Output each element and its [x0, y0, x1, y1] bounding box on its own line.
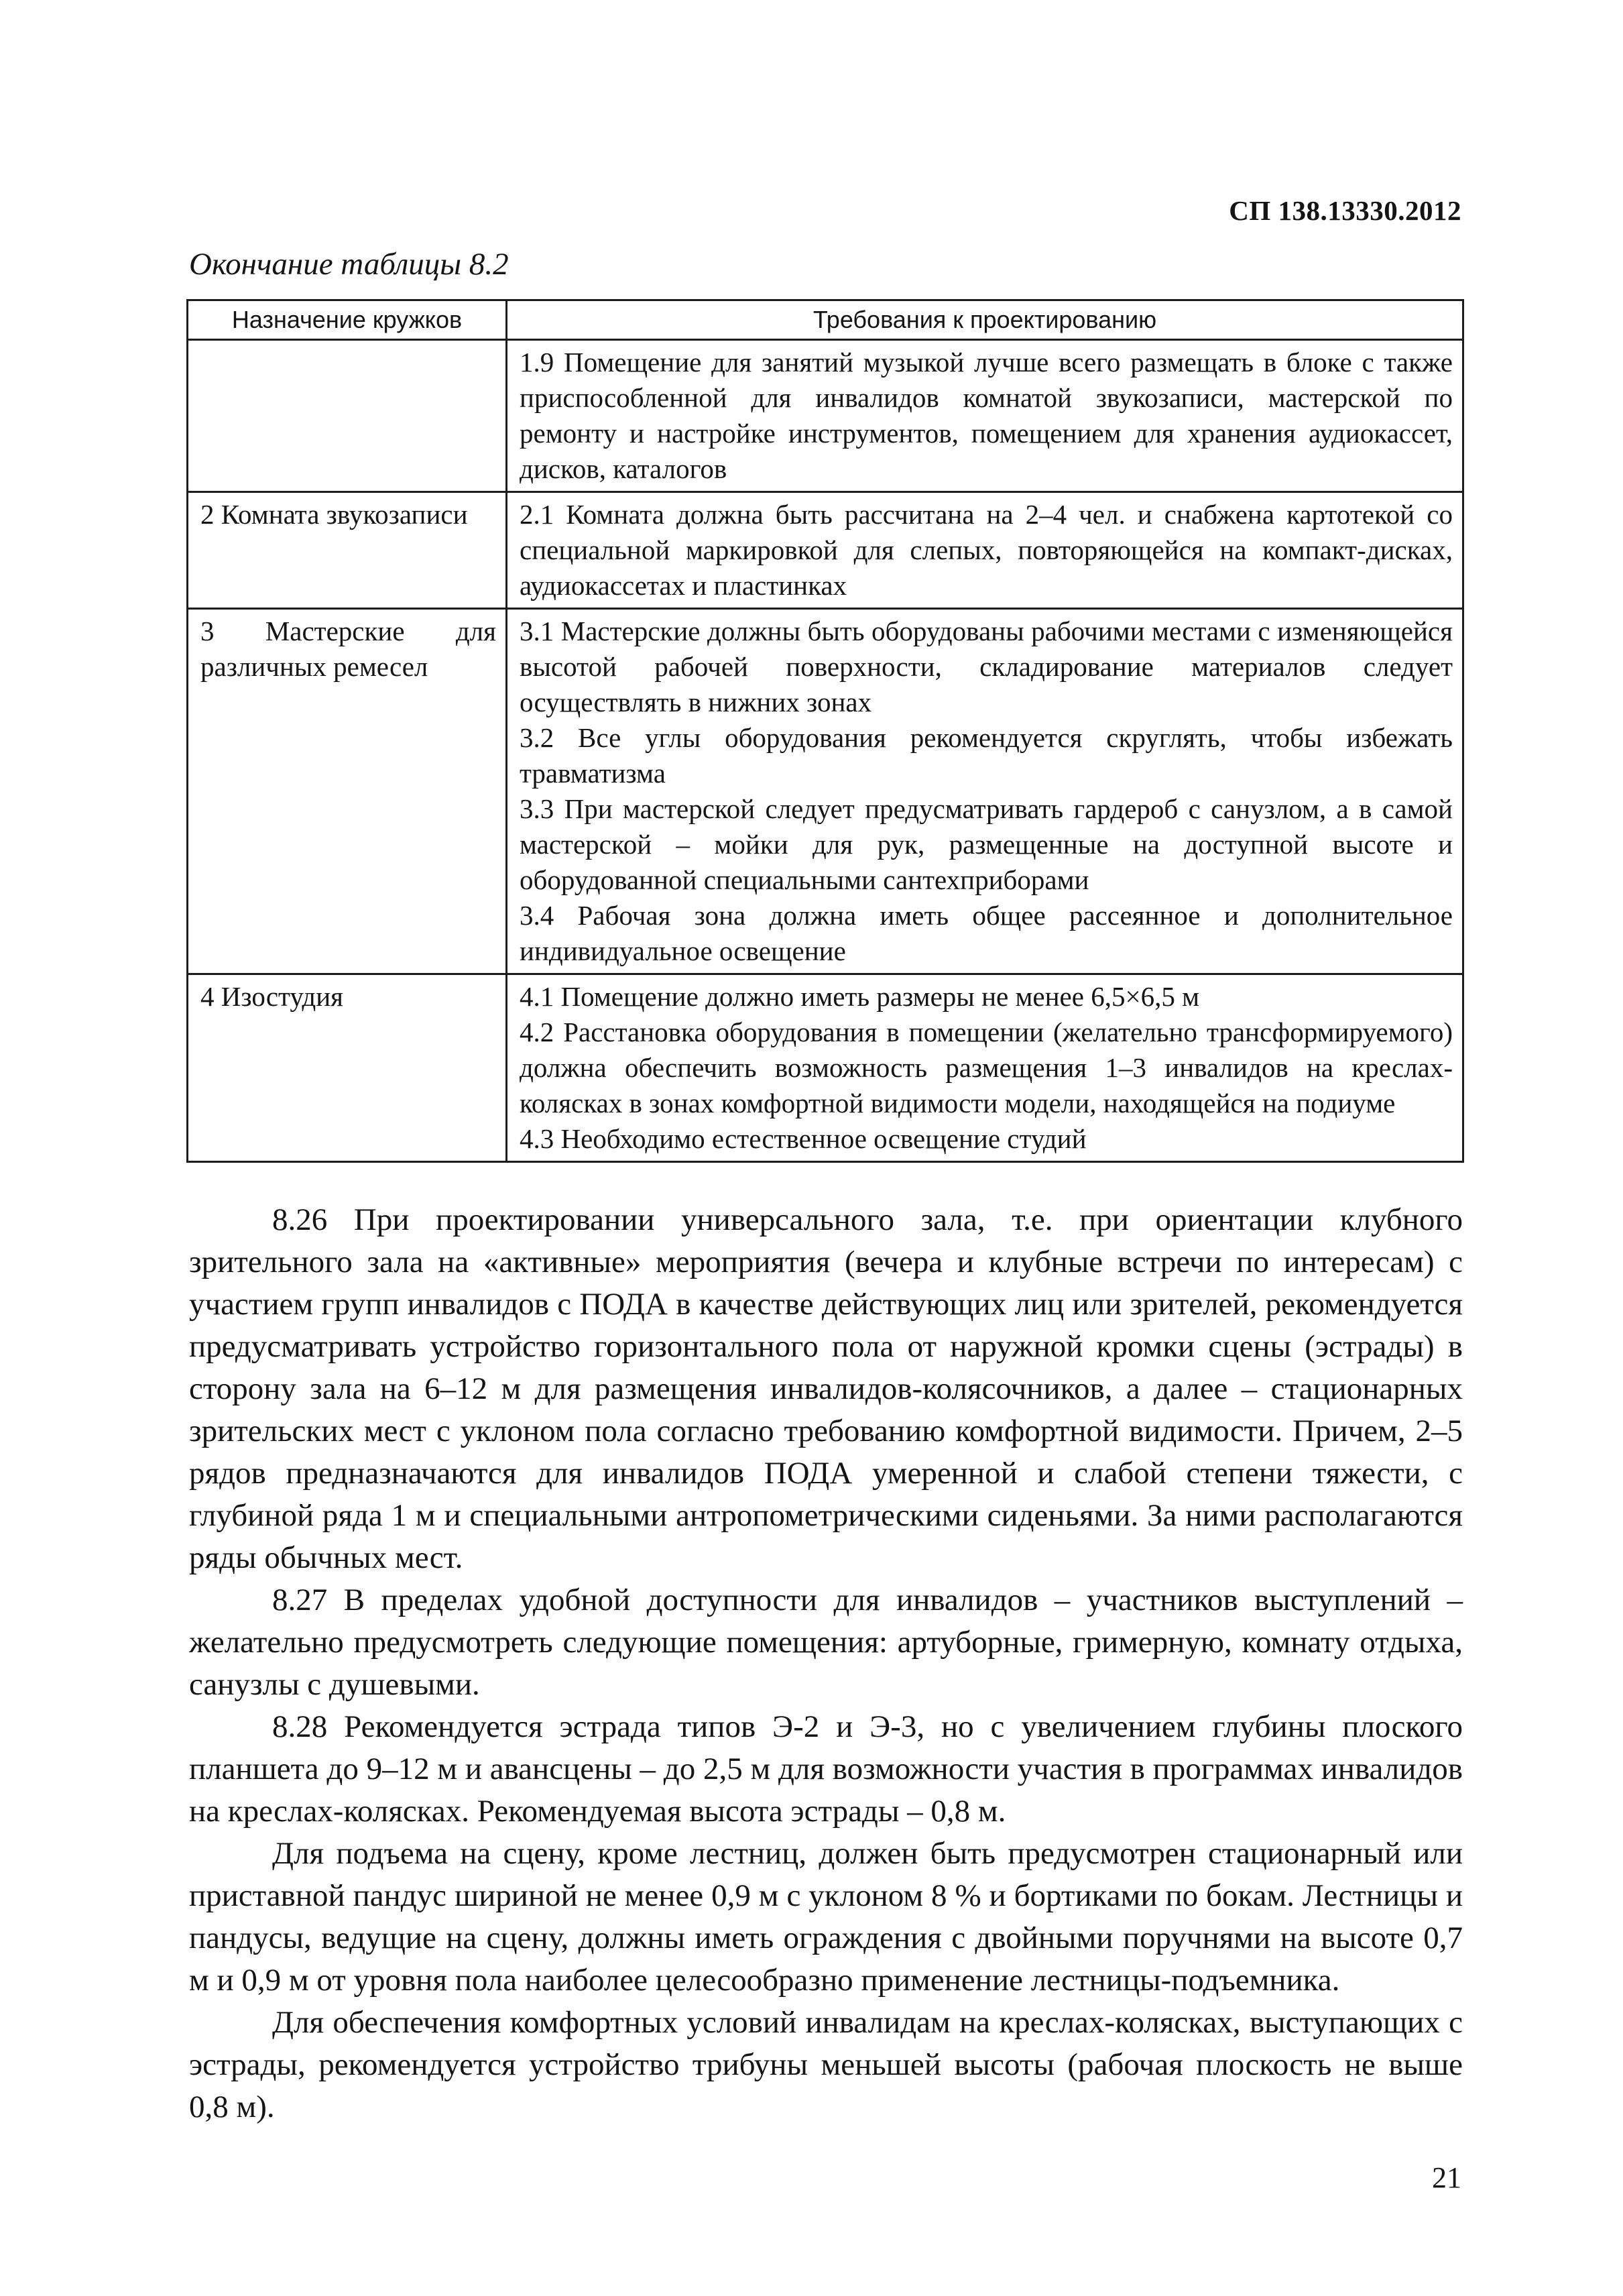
table-caption: Окончание таблицы 8.2 [189, 247, 509, 282]
requirement-item: 3.4 Рабочая зона должна иметь общее рассеянное и дополнительное индивидуальное освещение [520, 900, 1453, 966]
table-header-row [188, 300, 1463, 340]
table-row [188, 492, 1463, 609]
paragraph-8-28: 8.28 Рекомендуется эстрада типов Э-2 и Э-3, но с увеличением глубины плоского планшета до 9–12 м и авансцены – до 2,5 м для возможности участия в программах инвалидов на креслах-колясках. Рекомендуемая высота эстрады – 0,8 м. [189, 1709, 1463, 1829]
purpose-cell: 4 Изостудия [188, 974, 507, 1162]
requirement-item: 3.2 Все углы оборудования рекомендуется скруглять, чтобы избежать травматизма [520, 722, 1453, 789]
requirements-cell [507, 340, 1463, 492]
requirements-cell [507, 609, 1463, 974]
requirements-cell [507, 974, 1463, 1162]
paragraph-8-26: 8.26 При проектировании универсального зала, т.е. при ориентации клубного зрительного зала на «активные» мероприятия (вечера и клубные встречи по интересам) с участием групп инвалидов с ПОДА в качестве действующих лиц или зрителей, рекомендуется предусматривать устройство горизонтального пола от наружной кромки сцены (эстрады) в сторону зала на 6–12 м для размещения инвалидов-колясочников, а далее – стационарных зрительских мест с уклоном пола согласно требованию комфортной видимости. Причем, 2–5 рядов предназначаются для инвалидов ПОДА умеренной и слабой степени тяжести, с глубиной ряда 1 м и специальными антропометрическими сиденьями. За ними располагаются ряды обычных мест. [189, 1202, 1463, 1575]
requirement-item: 4.1 Помещение должно иметь размеры не менее 6,5×6,5 м [520, 981, 1200, 1012]
requirements-cell [507, 492, 1463, 609]
body-text [189, 1199, 1463, 2128]
table-row [188, 340, 1463, 492]
column-header-purpose: Назначение кружков [188, 300, 507, 340]
requirement-item: 3.3 При мастерской следует предусматривать гардероб с санузлом, а в самой мастерской – мойки для рук, размещенные на доступной высоте и оборудованной специальными сантехприборами [520, 793, 1453, 895]
paragraph-stage-access: Для подъема на сцену, кроме лестниц, должен быть предусмотрен стационарный или приставной пандус шириной не менее 0,9 м с уклоном 8 % и бортиками по бокам. Лестницы и пандусы, ведущие на сцену, должны иметь ограждения с двойными поручнями на высоте 0,7 м и 0,9 м от уровня пола наиболее целесообразно применение лестницы-подъемника. [189, 1836, 1463, 1998]
page-number: 21 [1432, 2161, 1461, 2194]
column-header-requirements: Требования к проектированию [507, 300, 1463, 340]
paragraph-tribune: Для обеспечения комфортных условий инвалидам на креслах-колясках, выступающих с эстрады, рекомендуется устройство трибуны меньшей высоты (рабочая плоскость не выше 0,8 м). [189, 2005, 1463, 2124]
requirement-item: 4.3 Необходимо естественное освещение студий [520, 1123, 1087, 1154]
requirement-item: 1.9 Помещение для занятий музыкой лучше всего размещать в блоке с также приспособленной для инвалидов комнатой звукозаписи, мастерской по ремонту и настройке инструментов, помещением для хранения аудиокассет, дисков, каталогов [520, 347, 1453, 484]
requirement-item: 2.1 Комната должна быть рассчитана на 2–4 чел. и снабжена картотекой со специальной маркировкой для слепых, повторяющейся на компакт-дисках, аудиокассетах и пластинках [520, 499, 1453, 601]
purpose-cell: 2 Комната звукозаписи [188, 492, 507, 609]
table-row [188, 609, 1463, 974]
table-row [188, 974, 1463, 1162]
paragraph-8-27: 8.27 В пределах удобной доступности для инвалидов – участников выступлений – желательно предусмотреть следующие помещения: артуборные, гримерную, комнату отдыха, санузлы с душевыми. [189, 1583, 1463, 1702]
requirement-item: 3.1 Мастерские должны быть оборудованы рабочими местами с изменяющейся высотой рабочей поверхности, складирование материалов следует осуществлять в нижних зонах [520, 616, 1453, 718]
purpose-cell [188, 340, 507, 492]
requirements-table [186, 299, 1464, 1163]
requirement-item: 4.2 Расстановка оборудования в помещении (желательно трансформируемого) должна обеспечить возможность размещения 1–3 инвалидов на креслах-колясках в зонах комфортной видимости модели, находящейся на подиуме [520, 1017, 1453, 1118]
purpose-cell: 3 Мастерские для различных ремесел [188, 609, 507, 974]
document-code: СП 138.13330.2012 [1229, 195, 1461, 226]
